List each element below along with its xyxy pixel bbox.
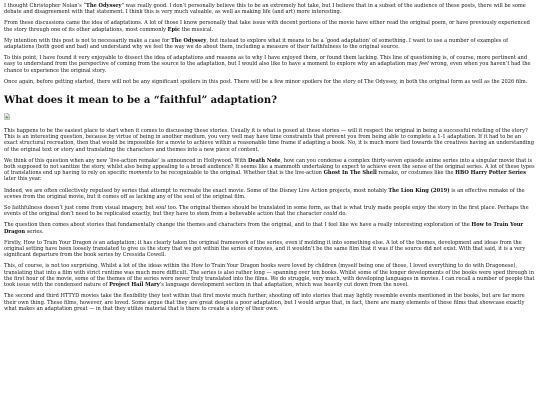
series-title: HBO Harry Potter Series [455, 170, 526, 177]
text-run: the musical. [180, 26, 214, 33]
text-run: ’s language development section in that adaptation, which was heavily cut down from the novel. [159, 282, 409, 289]
text-run: remake, or costumes like the [376, 170, 456, 177]
text-run: So faithfulness doesn’t just come from visual imagery, but [4, 205, 156, 212]
body-paragraph-4 [4, 205, 536, 217]
body-paragraph-7 [4, 263, 536, 288]
intro-paragraph-1 [4, 3, 536, 15]
film-title: The Odyssey [86, 3, 122, 9]
series-title: How to Train Your Dragon [4, 222, 524, 235]
body-paragraph-3 [4, 188, 536, 200]
text-run: series. [25, 228, 44, 235]
text-run: From these discussions came the idea of adaptations. A lot of those I know personally that take issue with decent portions of the movie have either read the original poem, or have previously experienced the story through one of its other adaptations, most commonly [4, 20, 530, 33]
text-run: We think of this question when any new ‘live-action remake’ is announced in Hollywood. With [4, 157, 249, 164]
body-paragraph-2 [4, 158, 536, 183]
text-run: Firstly, How to Train Your Dragon [4, 239, 94, 246]
body-paragraph-5 [4, 222, 536, 234]
section-heading: What does it mean to be a “faithful” adaptation? [4, 95, 277, 107]
text-run: later this year. [4, 176, 42, 183]
body-paragraph-8: The second and third HTTYD movies take the flexibility they test within that first movie much further, shooting off into stories that may lightly resemble events mentioned in the books, but are far more their own thing. These films, however, are loved. Some argue that they are great despite a poor adaptation, but I would argue that, in fact, there are many elements of these films that showcase exactly what makes an adaptation great — in that they utilize material that is there to create a story of their own. [4, 293, 525, 312]
intro-paragraph-4 [4, 55, 536, 74]
emphasis: scenes [4, 193, 22, 200]
text-run: , how can you condense a complex thirty-seven episode anime series into a singular movie that is both supposed to not sanitize the story, whilst also being appealing to a broad audience? It seems like a mammoth undertaking to expect to achieve even the sense of the original series. A lot of these types of translations end up having to rely on specific [4, 157, 535, 177]
emphasis: soul [155, 205, 167, 212]
text-run: The question then comes about stories that fundamentally change the themes and characters from the original, and to that I feel like we have a really interesting exploration of the [4, 222, 472, 229]
film-title: The Lion King (2019) [388, 187, 450, 194]
text-run: ” was really good. I don’t personally believe this to be an extremely hot take, but I believe that in a subset of the audience of these posts, there will be some debate and disagreement with that statement. I think this is very much valuable, as well as making life (and art) more interesting. [4, 3, 526, 16]
text-run: from the original movie, but it comes off as lacking any of the soul of the original film. [21, 193, 246, 200]
text-run: This, of course, is not too surprising. Whilst a lot of the ideas within the How to Train Your Dragon books were loved by children (myself being one of those, I loved everything to do with Dragonese), translating that into a film with strict runtime was much more difficult. The series is also rather long — spanning over ten books. Whilst some of the longer developments of the books were sped through in the first hour of the movie, some of the themes of the series were never truly translated into the films. We do struggle, very much, with developing languages in movies. I can recall a number of people that took issue with the condensed nature of [4, 263, 535, 289]
emphasis: could [323, 211, 338, 218]
body-paragraph-6 [4, 240, 536, 259]
intro-paragraph-5: Once again, before getting started, there will not be any significant spoilers in this post. There will be a few minor spoilers for the story of The Odyssey, in both the original form as well as the 2026 film. [4, 78, 528, 85]
broken-image-icon [4, 113, 10, 120]
film-title: Death Note [248, 157, 281, 164]
text-run: , but instead to explore what it means to be a ‘good adaptation’ of something. I want to use a number of examples of adaptations (both good and bad) and understand why we feel the way we do about them, including a measure of their faithfulness to the original source. [4, 37, 508, 51]
text-run: To this point, I have found it very enjoyable to dissect the idea of adaptations and reasons as to why I have enjoyed them, or found them lacking. This line of questioning is, of course, more pertinent and easy to understand from the perspective of coming from the source to the adaptation, but I would also like to have a moment to explore why an adaptation may [4, 55, 528, 68]
film-title: The Odyssey [170, 37, 207, 44]
film-title: Ghost In The Shell [323, 170, 377, 177]
musical-title: Epic [167, 26, 181, 33]
text-run: to be recognizable to the original. Whether that is the live-action [152, 170, 324, 177]
intro-paragraph-2 [4, 20, 536, 32]
emphasis: moments [128, 170, 153, 177]
text-run: an adaptation; it has clearly taken the original framework of the series, even if molding it into something else. A lot of the themes, development and ideas from the original setting have been loosely translated to give us the story that we got within the series of movies, and it wouldn’t be the same film that it was if the source did not exist. With that said, it is a very significant departure from the book series by Cressida Cowell. [4, 239, 526, 259]
book-title: Project Hail Mary [109, 282, 160, 289]
emphasis: is [93, 239, 98, 246]
text-run: too. The original themes should be translated in some form, as that is what truly made people enjoy the story in the first place. Perhaps the events of the original don’t need to be replicated exactly, but they have to stem from a believable action that the character [4, 205, 529, 218]
text-run: wrong, even when you haven’t had the chance to experience the original story. [4, 61, 531, 74]
text-run: is an effective remake of the [449, 187, 525, 194]
text-run: My intention with this post is not to necessarily make a case for [4, 37, 171, 44]
text-run: I thought Christopher Nolan’s “ [4, 3, 87, 9]
text-run: Indeed, we are often collectively repulsed by series that attempt to recreate the exact movie. Some of the Disney Live Action projects, most notably [4, 187, 389, 194]
text-run: do. [337, 211, 347, 218]
intro-paragraph-3 [4, 38, 536, 50]
emphasis: feel [419, 61, 429, 68]
body-paragraph-1: This happens to be the easiest place to start when it comes to discussing these stories. Usually it is what is posed at these stories — will it respect the original in being a successful retelling of the story? This is an interesting question, because by virtue of being in another medium, you very well may have time constraints that prevent you from being able to complete a 1-1 adaptation. If it had to be an exact structural recreation, then that would be impossible for a movie to achieve within a reasonable time frame if adapting a book. No, it is much more tied towards the creatives having an understanding of the original text or story and translating the characters and themes into a new piece of content. [4, 128, 534, 153]
